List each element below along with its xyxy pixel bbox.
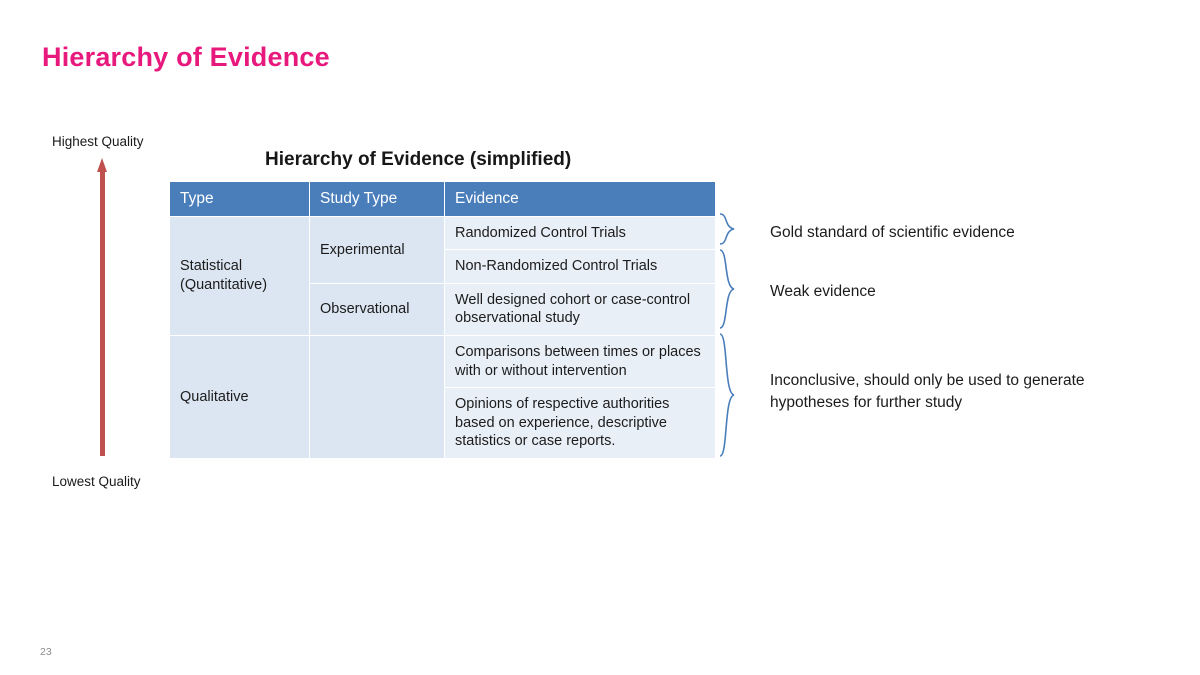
annotation-gold-standard: Gold standard of scientific evidence	[770, 224, 1015, 241]
column-header-evidence: Evidence	[445, 182, 716, 217]
table-row	[170, 216, 716, 250]
cell-study-type-observational: Observational	[310, 283, 445, 335]
table-row	[170, 336, 716, 388]
cell-study-type-experimental: Experimental	[310, 216, 445, 283]
cell-evidence-cohort: Well designed cohort or case-control observational study	[445, 283, 716, 335]
page-title: Hierarchy of Evidence	[42, 42, 330, 72]
cell-evidence-comparisons: Comparisons between times or places with or without intervention	[445, 336, 716, 388]
cell-type-qualitative: Qualitative	[170, 336, 310, 459]
hierarchy-of-evidence-table	[169, 181, 716, 459]
cell-evidence-non-rct: Non-Randomized Control Trials	[445, 250, 716, 284]
cell-study-type-blank	[310, 336, 445, 459]
cell-evidence-rct: Randomized Control Trials	[445, 216, 716, 250]
annotation-weak-evidence: Weak evidence	[770, 283, 876, 300]
arrow-shaft-icon	[100, 170, 105, 456]
cell-evidence-opinions: Opinions of respective authorities based on experience, descriptive statistics or case reports.	[445, 388, 716, 459]
page-number: 23	[40, 646, 52, 658]
brace-gold-standard-icon	[718, 212, 744, 246]
table-header-row	[170, 182, 716, 217]
cell-type-statistical: Statistical (Quantitative)	[170, 216, 310, 335]
axis-label-lowest-quality: Lowest Quality	[52, 474, 141, 489]
quality-arrow-icon	[97, 158, 107, 456]
brace-weak-evidence-icon	[718, 248, 744, 330]
column-header-type: Type	[170, 182, 310, 217]
annotation-inconclusive: Inconclusive, should only be used to generate hypotheses for further study	[770, 372, 1085, 411]
column-header-study-type: Study Type	[310, 182, 445, 217]
brace-inconclusive-icon	[718, 332, 744, 458]
axis-label-highest-quality: Highest Quality	[52, 134, 144, 149]
table-title: Hierarchy of Evidence (simplified)	[265, 149, 572, 170]
